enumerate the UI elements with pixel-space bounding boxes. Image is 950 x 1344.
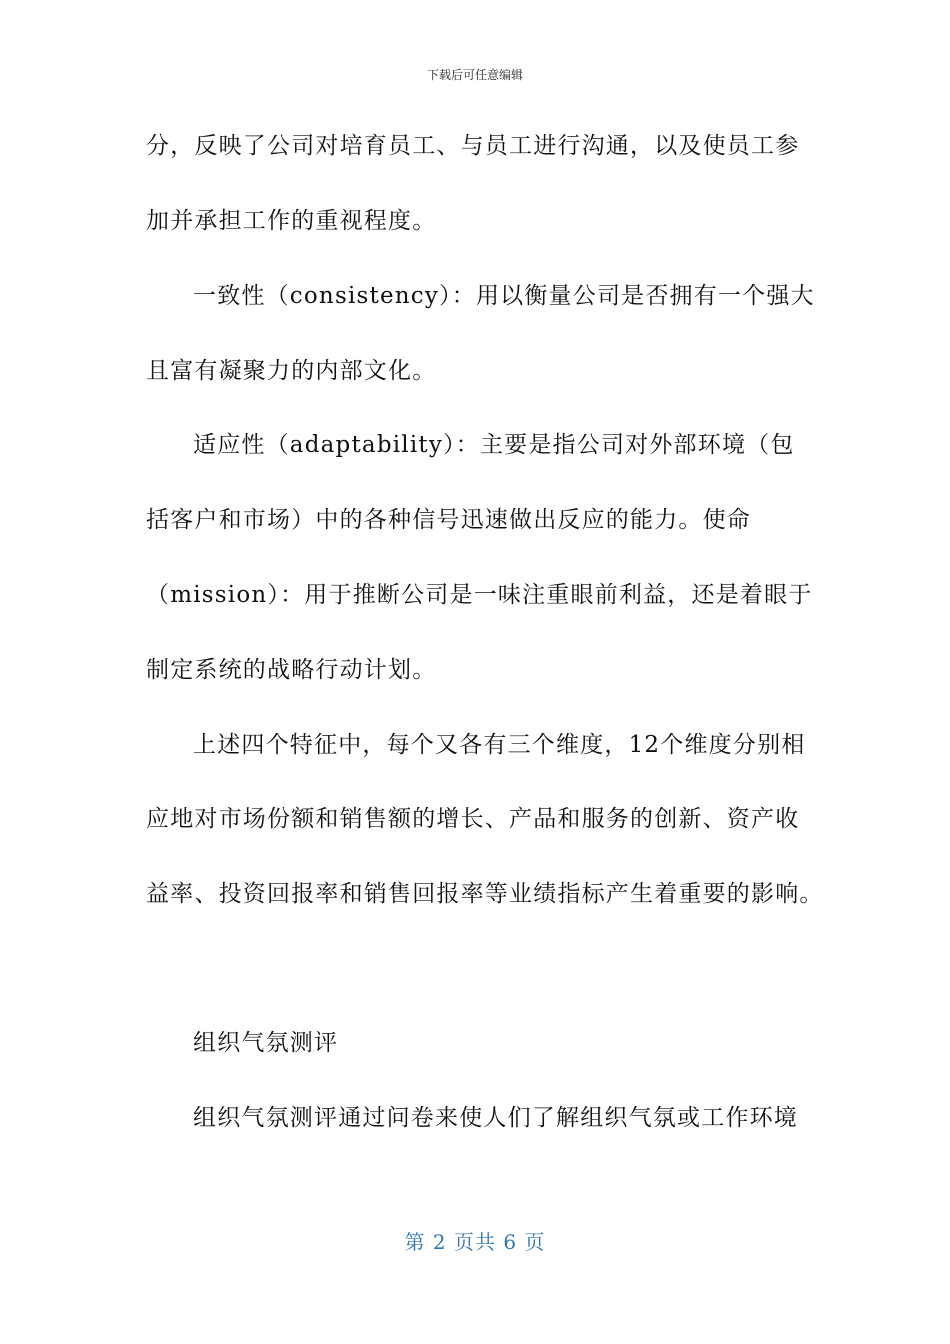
paragraph-line: 括客户和市场）中的各种信号迅速做出反应的能力。使命 — [146, 507, 751, 533]
paragraph-line: 上述四个特征中，每个又各有三个维度，12个维度分别相 — [193, 732, 806, 758]
paragraph-line: 适应性（adaptability）：主要是指公司对外部环境（包 — [193, 432, 795, 458]
paragraph-line: 分，反映了公司对培育员工、与员工进行沟通，以及使员工参 — [146, 133, 800, 159]
paragraph-line: （mission）：用于推断公司是一味注重眼前利益，还是着眼于 — [146, 582, 813, 608]
paragraph-line: 且富有凝聚力的内部文化。 — [146, 358, 437, 384]
paragraph-line: 加并承担工作的重视程度。 — [146, 208, 437, 234]
section-heading: 组织气氛测评 — [193, 1030, 339, 1056]
paragraph-line: 组织气氛测评通过问卷来使人们了解组织气氛或工作环境 — [193, 1105, 798, 1131]
paragraph-line: 制定系统的战略行动计划。 — [146, 657, 437, 683]
paragraph-line: 一致性（consistency）：用以衡量公司是否拥有一个强大 — [193, 283, 815, 309]
page-footer: 第 2 页共 6 页 — [404, 1230, 546, 1254]
paragraph-line: 益率、投资回报率和销售回报率等业绩指标产生着重要的影响。 — [146, 881, 824, 907]
page-header: 下载后可任意编辑 — [426, 68, 523, 82]
paragraph-line: 应地对市场份额和销售额的增长、产品和服务的创新、资产收 — [146, 806, 800, 832]
